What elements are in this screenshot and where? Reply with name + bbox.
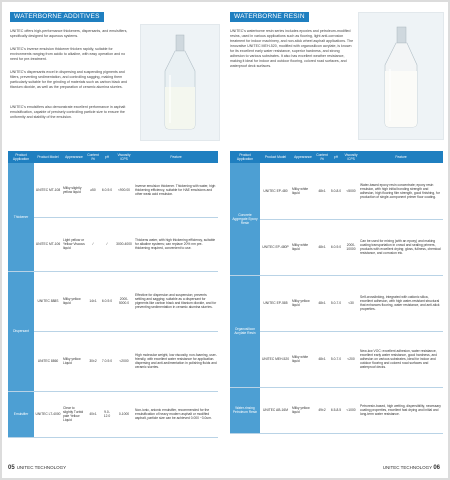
table-cell: / xyxy=(86,217,100,271)
product-photo-clear xyxy=(140,24,220,141)
table-cell: Milky yellow liquid xyxy=(62,271,86,331)
table-cell: UNITEC 8860 xyxy=(34,331,62,391)
table-row xyxy=(230,163,443,219)
group-label: Emulsifier xyxy=(8,391,34,437)
table-cell: UNITEC EP-480P xyxy=(260,219,291,275)
table-cell: <30 xyxy=(343,275,359,331)
table-cell: <2000 xyxy=(114,331,134,391)
footer-brand: UNITEC TECHNOLOGY xyxy=(382,465,433,470)
table-cell: Milky white liquid xyxy=(291,219,315,275)
thickener-paragraph: UNITEC's inverse emulsion thickener thicken rapidly, suitable for environments ranging from acidic to alkaline, with easy operation and no need for pre-treatment. xyxy=(10,47,126,61)
table-cell: <5000 xyxy=(343,163,359,219)
col-header: Product Model xyxy=(260,151,291,163)
table-cell: Milky slightly yellow liquid xyxy=(62,163,86,217)
table-cell: 6.0-9.0 xyxy=(100,271,114,331)
table-cell: Non-ionic, anionic emulsifier, recommended for the emulsification of heavy modern asphalt or modified asphalt, particle size can be achieved 0.000 ~3.0um. xyxy=(134,391,218,437)
group-label: Dispersant xyxy=(8,271,34,391)
emulsifier-paragraph: UNITEC's emulsifiers also demonstrate excellent performance in asphalt emulsification, capable of precisely controlling particle size to ensure the uniformity and stability of the emulsion. xyxy=(10,105,126,119)
section-header-resin: WATERBORNE RESIN xyxy=(230,12,309,22)
table-cell: Water-based epoxy resin concentrate; epoxy resin emulsion, with high initial bonding strength and adhesion, high flooring film strength, good finishing, for production of single-component primer floor coating. xyxy=(359,163,443,219)
table-cell: UNITEC MEH-520 xyxy=(260,331,291,387)
table-cell: <900.00 xyxy=(114,163,134,217)
dispersant-paragraph: UNITEC's dispersants excel in dispersing and suspending pigments and fillers, preventing sedimentation, and controlling sagging, making them particularly suitable for the grinding of materials such as carbon black and titanium dioxide, as well as the preparation of ceramic alumina slurries. xyxy=(10,70,128,89)
table-row xyxy=(8,391,218,437)
table-cell: 9.0-12.0 xyxy=(100,391,114,437)
table-cell: High molecular weight, low viscosity, non-foaming, user-friendly, with excellent water resistance for application. dispersing and anti-sedimentation in polishing fluids and ceramic slurries. xyxy=(134,331,218,391)
table-cell: Milky yellow liquid xyxy=(291,275,315,331)
table-cell: 48±1 xyxy=(315,219,329,275)
table-cell: 49±2 xyxy=(315,387,329,433)
footer-brand: UNITEC TECHNOLOGY xyxy=(16,465,67,470)
table-cell: 0-1000 xyxy=(114,391,134,437)
table-row xyxy=(8,271,218,331)
product-photo-milky xyxy=(358,12,444,140)
table-header-row xyxy=(8,151,218,163)
col-header: pH xyxy=(329,151,343,163)
table-header-row xyxy=(230,151,443,163)
intro-paragraph: UNITEC offers high-performance thickeners, dispersants, and emulsifiers, specifically designed for aqueous systems. xyxy=(10,29,128,38)
col-header: Product Model xyxy=(34,151,62,163)
table-cell: New-low VOC: excellent adhesion, water resistance, excellent early water resistance, good hardness, and adhesion on various substrates, ideal for indoor and outdoor flooring and colored road surfaces and waterproof decks. xyxy=(359,331,443,387)
table-cell: 6.0-9.0 xyxy=(100,163,114,217)
group-label: Water-rinsing Petroleum Resin xyxy=(230,387,260,433)
table-cell: 3000-4000 xyxy=(114,217,134,271)
col-header: Product Application xyxy=(230,151,260,163)
page-number: 05 xyxy=(8,465,15,471)
resin-table xyxy=(230,151,443,434)
table-cell: UNITEC MT-106 xyxy=(34,217,62,271)
table-cell: <1000 xyxy=(343,387,359,433)
table-cell: UNITEC AB-16M xyxy=(260,387,291,433)
table-cell: 40±1 xyxy=(86,391,100,437)
table-cell: UNITEC EP-480 xyxy=(260,163,291,219)
table-cell: 30±2 xyxy=(86,331,100,391)
table-cell: 2000-10000 xyxy=(343,219,359,275)
group-label: Thickener xyxy=(8,163,34,271)
table-cell: 5.0-7.0 xyxy=(329,275,343,331)
table-cell: 48±1 xyxy=(315,275,329,331)
table-row xyxy=(230,275,443,331)
resin-paragraph: UNITEC's waterborne resin series includes epoxies and petroleum-modified resins, used in various applications such as flooring, light anti-corrosion treatment for indoor machinery, and non-stick wheel asphalt applications. The innovative UNITEC MEH-520, modified with organosilicon acrylate, is known for its excellent early water resistance, superior hardness, and strong adhesion to various substrates. It also has excellent weather resistance, making it ideal for indoor and outdoor flooring, colored road surfaces, and waterproof deck surfaces. xyxy=(230,29,354,68)
page-footer-right xyxy=(383,465,442,471)
table-cell: 5.0-8.0 xyxy=(329,163,343,219)
table-cell: Self-crosslinking, integrated with cationic silica, excellent adhesion, with high water-resistant structural that enhances flooring, water resistance, and anti-stick properties. xyxy=(359,275,443,331)
table-row xyxy=(230,219,443,275)
col-header: Content /% xyxy=(87,153,99,161)
additives-table xyxy=(8,151,218,438)
table-row xyxy=(230,387,443,433)
table-cell: 48±1 xyxy=(315,331,329,387)
col-header: Content /% xyxy=(316,153,328,161)
table-row xyxy=(230,331,443,387)
table-cell: Petroresin-based, high wetting, dispersibility, necessary coating properties, excellent fast drying and initial and long-term water resistance. xyxy=(359,387,443,433)
bottle-clear-liquid-icon xyxy=(141,25,219,140)
table-cell: UNITEC 888S xyxy=(34,271,62,331)
brochure-spread xyxy=(2,2,448,478)
col-header: pH xyxy=(100,151,114,163)
page-footer-left xyxy=(8,465,66,471)
table-cell: Clear to slightly Turbid pale Yellow Liquid xyxy=(62,391,86,437)
bottle-milky-liquid-icon xyxy=(359,13,443,139)
table-cell: 6.0-9.0 xyxy=(329,219,343,275)
table-cell: Can be used for mixing (with an epoxy) and making coating transportation in crowd and sealing primers, products with excellent drying; gloss, fullness, chemical resistance, and corrosion etc. xyxy=(359,219,443,275)
table-cell: UNITEC EP-585 xyxy=(260,275,291,331)
col-header: Appearance xyxy=(291,151,315,163)
col-header: Product Application xyxy=(8,151,34,163)
group-label: Organosilicon Acrylate Resin xyxy=(230,275,260,387)
table-cell: 14±1 xyxy=(86,271,100,331)
table-cell: / xyxy=(100,217,114,271)
table-cell: ≥50 xyxy=(86,163,100,217)
table-cell: UNITEC LT-4000 xyxy=(34,391,62,437)
left-page xyxy=(2,2,225,478)
table-cell: 48±1 xyxy=(315,163,329,219)
col-header: Appearance xyxy=(62,151,86,163)
table-row xyxy=(8,331,218,391)
group-label: Concrete Aggregate Epoxy Resin xyxy=(230,163,260,275)
right-page xyxy=(225,2,448,478)
col-header: Feature xyxy=(359,151,443,163)
table-cell: Inverse emulsion thickener. Thickening with water, high thickening efficiency, suitable for HAE emulsions and other weak acid emulsion. xyxy=(134,163,218,217)
col-header: Viscosity /CPS xyxy=(344,153,358,161)
table-cell: 6.5-8.5 xyxy=(329,387,343,433)
col-header: Viscosity /CPS xyxy=(114,151,134,163)
table-cell: Milky yellow Liquid xyxy=(62,331,86,391)
section-header-additives: WATERBORNE ADDITIVES xyxy=(10,12,104,22)
table-cell: 7.0-9.0 xyxy=(100,331,114,391)
page-number: 06 xyxy=(433,465,440,471)
table-row xyxy=(8,217,218,271)
table-cell: Light yellow or Yellow Viscous liquid xyxy=(62,217,86,271)
table-cell: Milky white liquid xyxy=(291,331,315,387)
table-row xyxy=(8,163,218,217)
table-cell: Effective for dispersion and suspension; prevents settling and sagging; suitable as a dispersant for pigments like carbon black and titanium dioxide, and for preventing sedimentation in ceramic alumina slurries. xyxy=(134,271,218,331)
table-cell: <200 xyxy=(343,331,359,387)
table-cell: Milky yellow liquid xyxy=(291,387,315,433)
table-cell: 2000-5000.0 xyxy=(114,271,134,331)
table-cell: Thickens water, with high thickening efficiency, suitable for alkaline systems; can replace 20% nm pre-thickening required, convenient to use. xyxy=(134,217,218,271)
col-header: Feature xyxy=(134,151,218,163)
table-cell: UNITEC MT-108 xyxy=(34,163,62,217)
table-cell: 5.0-7.0 xyxy=(329,331,343,387)
table-cell: Milky white liquid xyxy=(291,163,315,219)
